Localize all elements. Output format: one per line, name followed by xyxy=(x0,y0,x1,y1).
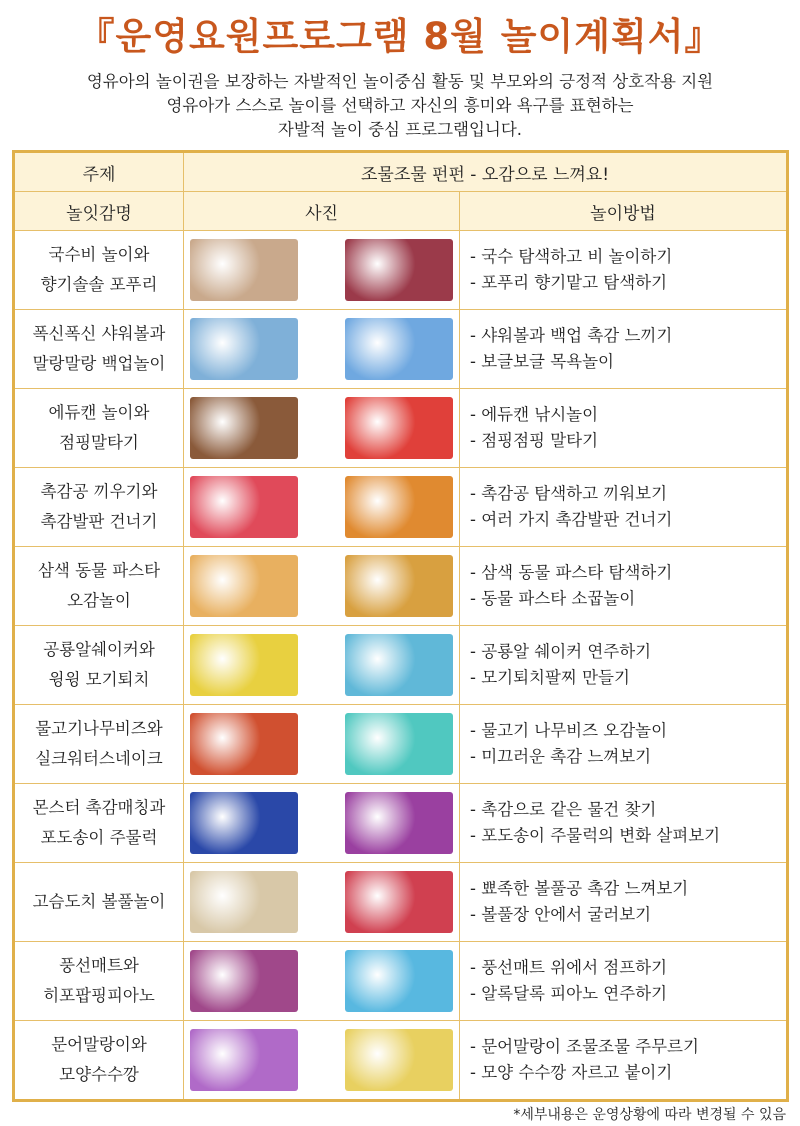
photo-cell xyxy=(184,863,460,942)
play-method-line: - 모기퇴치팔찌 만들기 xyxy=(470,668,630,687)
intro-line: 자발적 놀이 중심 프로그램입니다. xyxy=(277,120,523,139)
play-method-line: - 삼색 동물 파스타 탐색하기 xyxy=(470,563,673,582)
photo-cell xyxy=(184,547,460,626)
toy-name-line: 포도송이 주물럭 xyxy=(40,828,158,847)
toy-name-cell xyxy=(14,784,184,863)
toy-photo xyxy=(345,1029,453,1091)
col-header-photo: 사진 xyxy=(184,192,460,231)
toy-photo xyxy=(190,1029,298,1091)
toy-name-line: 향기솔솔 포푸리 xyxy=(40,275,158,294)
toy-photo xyxy=(190,713,298,775)
table-row xyxy=(14,468,788,547)
toy-photo xyxy=(190,476,298,538)
toy-name-cell xyxy=(14,942,184,1021)
toy-photo xyxy=(190,634,298,696)
toy-photo xyxy=(345,871,453,933)
toy-photo xyxy=(345,713,453,775)
photo-cell xyxy=(184,310,460,389)
toy-name-line: 에듀캔 놀이와 xyxy=(48,403,150,422)
photo-cell xyxy=(184,784,460,863)
play-method-line: - 포푸리 향기맡고 탐색하기 xyxy=(470,273,668,292)
toy-name-line: 삼색 동물 파스타 xyxy=(37,561,161,580)
table-row xyxy=(14,942,788,1021)
toy-name-line: 말랑말랑 백업놀이 xyxy=(32,354,166,373)
photo-cell xyxy=(184,389,460,468)
play-method-cell xyxy=(460,705,788,784)
table-row xyxy=(14,389,788,468)
toy-name-line: 실크워터스네이크 xyxy=(35,749,163,768)
play-method-line: - 물고기 나무비즈 오감놀이 xyxy=(470,721,668,740)
table-row xyxy=(14,863,788,942)
table-row xyxy=(14,310,788,389)
toy-photo xyxy=(345,950,453,1012)
column-header-row xyxy=(14,192,788,231)
play-method-cell xyxy=(460,942,788,1021)
footnote: *세부내용은 운영상황에 따라 변경될 수 있음 xyxy=(513,1107,786,1123)
toy-photo xyxy=(190,555,298,617)
toy-name-line: 폭신폭신 샤워볼과 xyxy=(32,324,166,343)
play-method-line: - 볼풀장 안에서 굴러보기 xyxy=(470,905,652,924)
photo-cell xyxy=(184,468,460,547)
toy-name-line: 점핑말타기 xyxy=(59,433,139,452)
intro-text xyxy=(0,70,800,142)
toy-name-cell xyxy=(14,468,184,547)
toy-photo xyxy=(190,950,298,1012)
toy-photo xyxy=(190,792,298,854)
col-header-method: 놀이방법 xyxy=(460,192,788,231)
play-method-line: - 여러 가지 촉감발판 건너기 xyxy=(470,510,673,529)
play-method-line: - 풍선매트 위에서 점프하기 xyxy=(470,958,668,977)
toy-name-line: 문어말랑이와 xyxy=(51,1035,147,1054)
play-method-line: - 동물 파스타 소꿉놀이 xyxy=(470,589,636,608)
play-method-cell xyxy=(460,784,788,863)
play-method-line: - 보글보글 목욕놀이 xyxy=(470,352,614,371)
photo-cell xyxy=(184,705,460,784)
toy-name-line: 촉감발판 건너기 xyxy=(40,512,158,531)
page-title: 『운영요원프로그램 8월 놀이계획서』 xyxy=(77,15,723,58)
play-method-cell xyxy=(460,626,788,705)
toy-photo xyxy=(345,634,453,696)
toy-name-line: 몬스터 촉감매칭과 xyxy=(32,798,166,817)
toy-name-cell xyxy=(14,310,184,389)
table-row xyxy=(14,626,788,705)
play-method-cell xyxy=(460,231,788,310)
toy-name-cell xyxy=(14,231,184,310)
toy-name-cell xyxy=(14,547,184,626)
table-row xyxy=(14,231,788,310)
play-method-cell xyxy=(460,310,788,389)
toy-name-line: 풍선매트와 xyxy=(59,956,139,975)
play-method-cell xyxy=(460,547,788,626)
toy-name-cell xyxy=(14,863,184,942)
play-method-cell xyxy=(460,1021,788,1101)
play-method-line: - 샤워볼과 백업 촉감 느끼기 xyxy=(470,326,673,345)
photo-cell xyxy=(184,231,460,310)
toy-name-cell xyxy=(14,705,184,784)
play-method-cell xyxy=(460,468,788,547)
theme-row xyxy=(14,152,788,192)
play-plan-table xyxy=(12,150,789,1102)
toy-photo xyxy=(345,476,453,538)
col-header-name: 놀잇감명 xyxy=(14,192,184,231)
play-method-line: - 공룡알 쉐이커 연주하기 xyxy=(470,642,652,661)
toy-name-line: 윙윙 모기퇴치 xyxy=(48,670,150,689)
toy-name-line: 고슴도치 볼풀놀이 xyxy=(32,892,166,911)
toy-photo xyxy=(190,318,298,380)
table-row xyxy=(14,1021,788,1101)
play-method-line: - 촉감공 탐색하고 끼워보기 xyxy=(470,484,668,503)
table-row xyxy=(14,547,788,626)
toy-name-line: 모양수수깡 xyxy=(59,1065,139,1084)
toy-name-line: 촉감공 끼우기와 xyxy=(40,482,158,501)
play-method-cell xyxy=(460,389,788,468)
play-method-line: - 국수 탐색하고 비 놀이하기 xyxy=(470,247,673,266)
toy-photo xyxy=(345,397,453,459)
toy-name-line: 국수비 놀이와 xyxy=(48,245,150,264)
toy-name-line: 물고기나무비즈와 xyxy=(35,719,163,738)
play-method-line: - 미끄러운 촉감 느껴보기 xyxy=(470,747,652,766)
play-method-line: - 점핑점핑 말타기 xyxy=(470,431,599,450)
toy-photo xyxy=(190,397,298,459)
toy-name-line: 오감놀이 xyxy=(67,591,131,610)
table-row xyxy=(14,784,788,863)
play-method-line: - 포도송이 주물럭의 변화 살펴보기 xyxy=(470,826,721,845)
play-method-line: - 에듀캔 낚시놀이 xyxy=(470,405,599,424)
play-method-line: - 촉감으로 같은 물건 찾기 xyxy=(470,800,657,819)
play-method-line: - 모양 수수깡 자르고 붙이기 xyxy=(470,1063,673,1082)
play-method-cell xyxy=(460,863,788,942)
intro-line: 영유아가 스스로 놀이를 선택하고 자신의 흥미와 욕구를 표현하는 xyxy=(166,96,634,115)
toy-name-cell xyxy=(14,626,184,705)
play-method-line: - 알록달록 피아노 연주하기 xyxy=(470,984,668,1003)
table-row xyxy=(14,705,788,784)
toy-photo xyxy=(190,239,298,301)
intro-line: 영유아의 놀이권을 보장하는 자발적인 놀이중심 활동 및 부모와의 긍정적 상호작용 지원 xyxy=(86,72,714,91)
photo-cell xyxy=(184,1021,460,1101)
play-method-line: - 뾰족한 볼풀공 촉감 느껴보기 xyxy=(470,879,689,898)
toy-photo xyxy=(190,871,298,933)
toy-name-line: 히포팝핑피아노 xyxy=(43,986,155,1005)
theme-value: 조물조물 펀펀 - 오감으로 느껴요! xyxy=(184,152,788,192)
toy-name-cell xyxy=(14,1021,184,1101)
toy-photo xyxy=(345,239,453,301)
toy-photo xyxy=(345,555,453,617)
photo-cell xyxy=(184,942,460,1021)
toy-photo xyxy=(345,318,453,380)
toy-name-cell xyxy=(14,389,184,468)
play-method-line: - 문어말랑이 조물조물 주무르기 xyxy=(470,1037,699,1056)
photo-cell xyxy=(184,626,460,705)
theme-label: 주제 xyxy=(14,152,184,192)
toy-name-line: 공룡알쉐이커와 xyxy=(43,640,155,659)
toy-photo xyxy=(345,792,453,854)
